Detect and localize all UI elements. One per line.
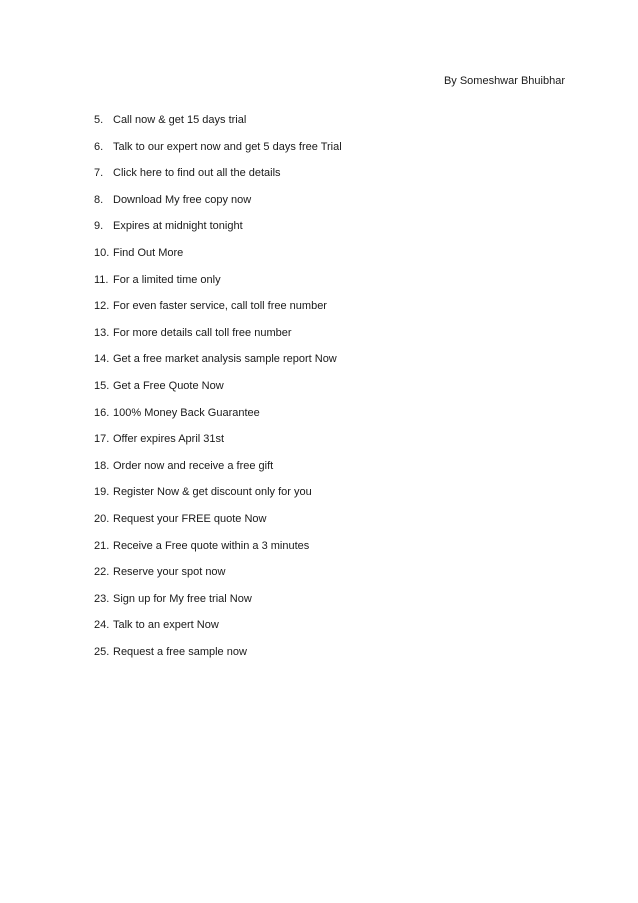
list-item-number: 25.: [94, 645, 110, 658]
list-item: [94, 432, 342, 459]
list-item-text: For even faster service, call toll free number: [113, 300, 327, 313]
list-item-number: 14.: [94, 353, 110, 366]
list-item-text: Offer expires April 31st: [113, 433, 225, 446]
list-item-text: Sign up for My free trial Now: [113, 592, 252, 605]
list-item: [94, 379, 342, 406]
list-item-number: 11.: [94, 273, 109, 286]
list-item-number: 12.: [94, 300, 110, 313]
list-item-number: 19.: [94, 486, 110, 499]
list-item: [94, 565, 342, 592]
list-item-number: 21.: [94, 539, 110, 552]
list-item-text: Call now & get 15 days trial: [113, 114, 247, 126]
list-item-text: Receive a Free quote within a 3 minutes: [113, 539, 310, 552]
list-item-text: For more details call toll free number: [113, 326, 292, 339]
list-item-text: Click here to find out all the details: [113, 167, 281, 180]
list-item: [94, 140, 342, 167]
list-item: [94, 299, 342, 326]
list-item: [94, 459, 342, 486]
list-item: [94, 273, 342, 300]
list-item-text: Talk to our expert now and get 5 days free Trial: [113, 140, 342, 153]
list-item-text: For a limited time only: [113, 273, 221, 286]
list-item-number: 18.: [94, 459, 110, 472]
list-item-text: Get a free market analysis sample report Now: [113, 353, 337, 366]
list-item-text: 100% Money Back Guarantee: [113, 406, 260, 419]
list-item-text: Reserve your spot now: [113, 566, 226, 579]
list-item-number: 7.: [94, 167, 104, 180]
list-item-number: 17.: [94, 433, 110, 446]
list-item-text: Request a free sample now: [113, 645, 247, 658]
list-item-text: Get a Free Quote Now: [113, 379, 224, 392]
list-item: [94, 113, 342, 140]
list-item-number: 24.: [94, 619, 110, 632]
list-item: [94, 352, 342, 379]
list-item-text: Talk to an expert Now: [113, 619, 219, 632]
list-item-number: 10.: [94, 246, 110, 259]
list-item: [94, 246, 342, 273]
list-item-number: 16.: [94, 406, 110, 419]
list-item: [94, 512, 342, 539]
list-item: [94, 592, 342, 619]
list-item-number: 6.: [94, 140, 104, 153]
list-item: [94, 406, 342, 433]
list-item: [94, 539, 342, 566]
list-item-text: Register Now & get discount only for you: [113, 486, 312, 499]
list-item: [94, 166, 342, 193]
list-item-text: Order now and receive a free gift: [113, 459, 274, 472]
list-item-number: 8.: [94, 193, 104, 206]
list-item: [94, 193, 342, 220]
list-item: [94, 645, 342, 672]
list-item-number: 9.: [94, 220, 104, 233]
list-item-text: Download My free copy now: [113, 193, 252, 206]
list-item: [94, 326, 342, 353]
numbered-list: [94, 113, 342, 671]
list-item: [94, 618, 342, 645]
list-item-number: 5.: [94, 114, 104, 126]
list-item-text: Request your FREE quote Now: [113, 512, 267, 525]
list-item: [94, 219, 342, 246]
list-item-number: 22.: [94, 566, 110, 579]
list-item-number: 15.: [94, 379, 110, 392]
list-item-text: Find Out More: [113, 246, 184, 259]
list-item-number: 23.: [94, 592, 110, 605]
author-byline: By Someshwar Bhuibhar: [443, 75, 565, 87]
list-item: [94, 485, 342, 512]
list-item-number: 13.: [94, 326, 110, 339]
list-item-number: 20.: [94, 512, 110, 525]
list-item-text: Expires at midnight tonight: [113, 220, 243, 233]
